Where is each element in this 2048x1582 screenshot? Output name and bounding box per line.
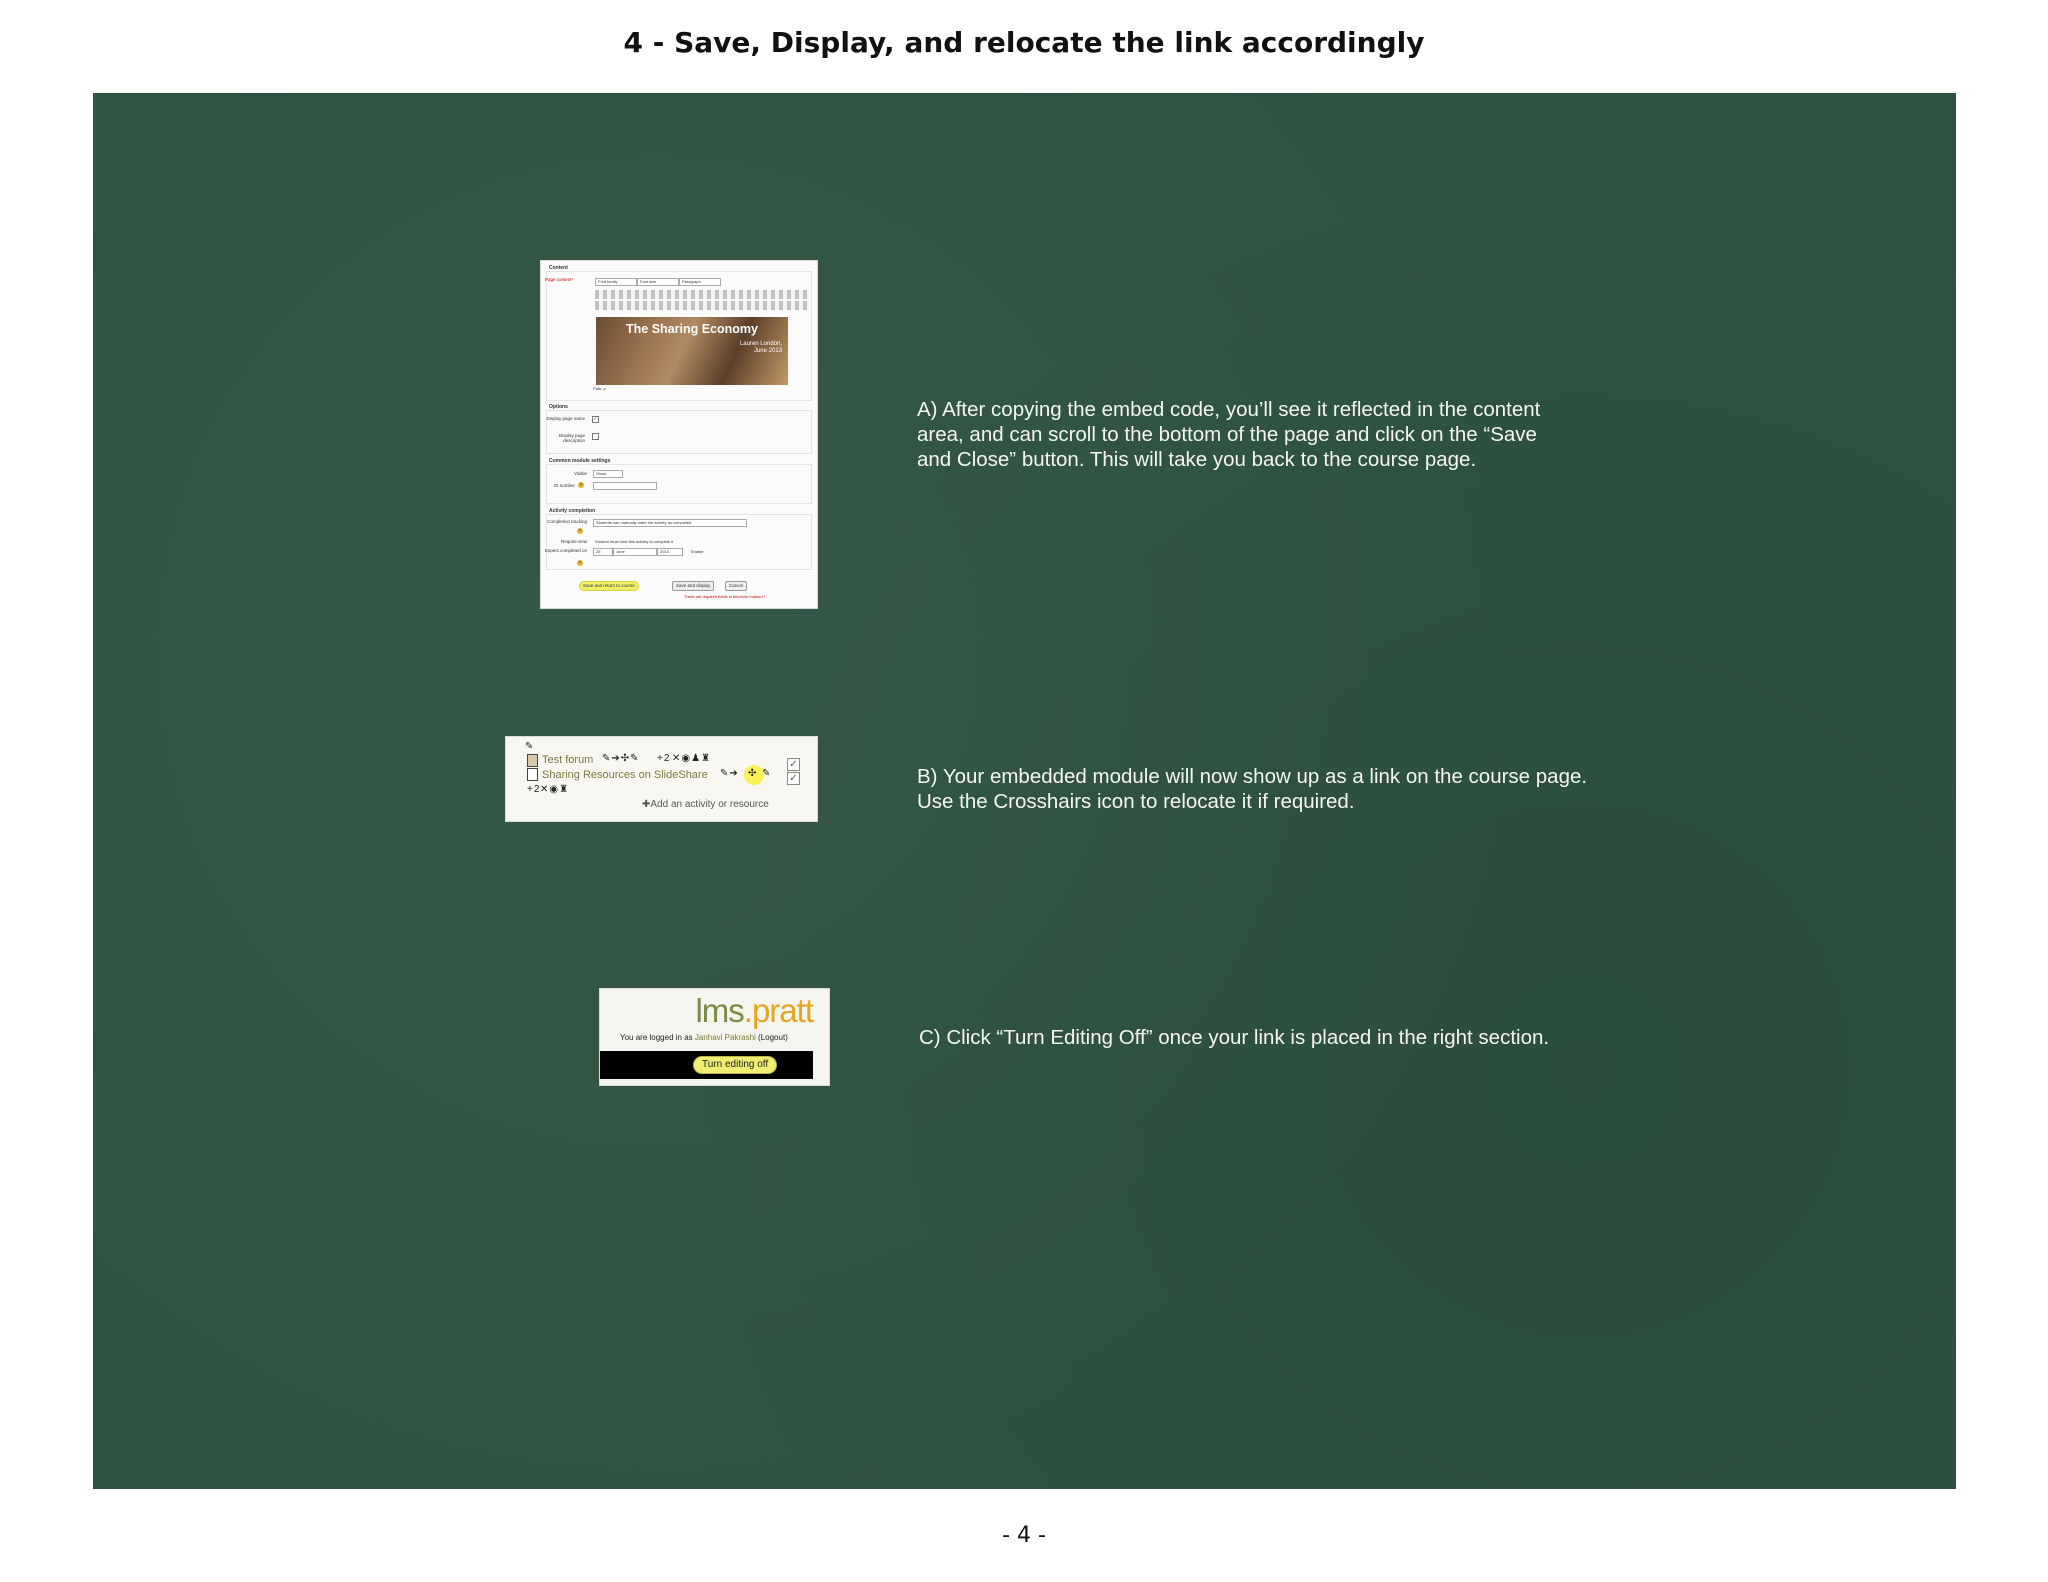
crosshairs-icon[interactable]: ✣ <box>748 768 758 779</box>
logout-link[interactable]: (Logout) <box>758 1033 788 1042</box>
logo-lms-text: lms <box>695 992 744 1029</box>
display-page-description-label: Display page description <box>558 433 585 443</box>
font-size-select[interactable]: Font size <box>637 278 679 286</box>
lms-pratt-logo <box>695 992 813 1030</box>
id-number-help-icon[interactable]: ? <box>579 482 583 487</box>
test-forum-indent: +2 <box>657 753 671 764</box>
slide-panel <box>93 93 1956 1489</box>
content-heading: Content <box>549 265 568 271</box>
visible-select[interactable]: Show <box>593 470 623 478</box>
login-info <box>620 1033 788 1042</box>
test-forum-link[interactable]: Test forum <box>542 754 594 766</box>
sharing-resources-more-icon[interactable]: ✎ <box>762 768 772 779</box>
logo-pratt-text: pratt <box>751 992 813 1029</box>
display-page-name-checkbox[interactable]: ✓ <box>593 416 598 422</box>
display-page-description-checkbox[interactable] <box>592 433 599 440</box>
path-label: Path: p <box>593 386 606 391</box>
move-handle-icon[interactable]: ✎ <box>525 741 535 752</box>
logged-in-prefix: You are logged in as <box>620 1033 695 1042</box>
screenshot-course-list <box>506 737 817 821</box>
completion-tracking-select[interactable]: Students can manually mark the activity as completed <box>593 519 747 527</box>
display-page-name-label: Display page name <box>546 416 585 421</box>
user-name-link[interactable]: Janhavi Pakrashi <box>694 1033 756 1042</box>
expect-month-select[interactable]: June <box>613 548 657 556</box>
embed-subtitle-line-1: Lauren London, <box>739 341 782 347</box>
common-settings-box <box>546 464 812 504</box>
logo-dot-text: . <box>743 992 752 1029</box>
embed-title: The Sharing Economy <box>626 322 758 336</box>
screenshot-lms-header <box>600 989 829 1085</box>
font-family-select[interactable]: Font family <box>595 278 637 286</box>
sharing-resources-indent: +2 <box>527 784 541 795</box>
step-b-text: B) Your embedded module will now show up as a link on the course page. Use the Crosshairs icon to relocate it if required. <box>917 765 1588 813</box>
expect-completed-help-icon[interactable]: ? <box>578 560 582 565</box>
save-return-button[interactable]: Save and return to course <box>579 581 639 591</box>
common-settings-heading: Common module settings <box>549 458 611 464</box>
page-title: 4 - Save, Display, and relocate the link accordingly <box>623 26 1425 59</box>
completion-tracking-help-icon[interactable]: ? <box>578 528 582 533</box>
save-display-button[interactable]: Save and display <box>672 581 714 591</box>
expect-year-select[interactable]: 2013 <box>657 548 683 556</box>
options-section-box <box>546 410 812 454</box>
cancel-button[interactable]: Cancel <box>725 581 747 591</box>
visible-label: Visible <box>573 471 587 476</box>
turn-editing-off-button[interactable]: Turn editing off <box>693 1056 777 1074</box>
add-activity-link[interactable]: ✚Add an activity or resource <box>642 799 769 810</box>
id-number-input[interactable] <box>593 482 657 490</box>
sharing-resources-edit-icons[interactable]: ✎➔ <box>720 768 739 779</box>
embed-subtitle <box>740 341 782 355</box>
sharing-resources-row2-icons[interactable]: ✕◉♜ <box>540 784 570 795</box>
required-fields-note: There are required fields in this form marked *. <box>684 594 767 599</box>
completion-checkbox-2[interactable]: ✓ <box>787 772 800 785</box>
screenshot-page-form <box>541 261 817 608</box>
editor-toolbar-row-1[interactable] <box>595 290 809 299</box>
activity-completion-heading: Activity completion <box>549 508 596 514</box>
options-heading: Options <box>549 404 568 410</box>
page-content-label: Page content* <box>545 277 574 282</box>
test-forum-edit-icons[interactable]: ✎➔✣✎ <box>602 753 640 764</box>
sharing-resources-link[interactable]: Sharing Resources on SlideShare <box>542 769 708 781</box>
embed-subtitle-line-2: June 2013 <box>753 348 782 354</box>
completion-checkbox-1[interactable]: ✓ <box>787 758 800 771</box>
step-c-text: C) Click “Turn Editing Off” once your link is placed in the right section. <box>919 1026 1550 1049</box>
forum-icon <box>527 754 538 767</box>
completion-tracking-label: Completion tracking <box>547 519 587 524</box>
id-number-label: ID number <box>553 483 575 488</box>
expect-day-select[interactable]: 25 <box>593 548 613 556</box>
editor-toolbar-row-2[interactable] <box>595 301 809 310</box>
page-number: - 4 - <box>1002 1523 1046 1548</box>
require-view-value: Student must view this activity to complete it <box>595 539 674 544</box>
expect-completed-label: Expect completed on <box>544 548 587 553</box>
embedded-slideshare-preview <box>596 317 788 385</box>
test-forum-more-icons[interactable]: ✕◉♟♜ <box>672 753 712 764</box>
step-a-text: A) After copying the embed code, you’ll see it reflected in the content area, and can scroll to the bottom of the page and click on the “Save and Close” button. This will take you back to the course page. <box>917 398 1541 471</box>
enable-label[interactable]: Enable <box>691 549 704 554</box>
page-icon <box>527 768 538 781</box>
require-view-label: Require view <box>560 539 587 544</box>
paragraph-select[interactable]: Paragraph <box>679 278 721 286</box>
